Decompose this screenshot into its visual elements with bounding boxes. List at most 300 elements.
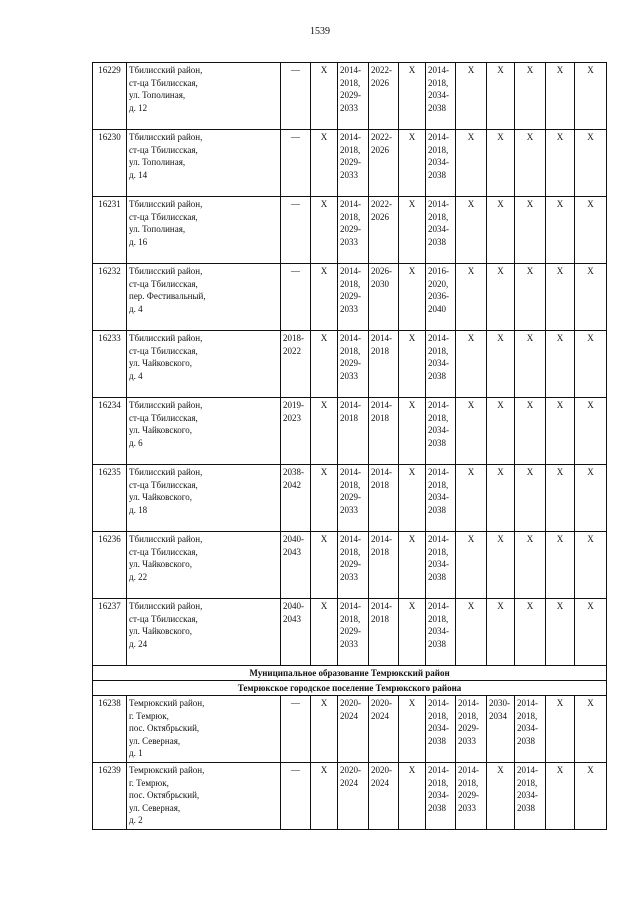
period-cell-c5: [399, 197, 426, 264]
cell-line: 2029-: [340, 224, 361, 234]
cell-line: д. 2: [129, 815, 143, 825]
period-cell-c6: [426, 130, 456, 197]
cell-line: X: [526, 601, 534, 611]
cell-line: 2014-: [517, 698, 538, 708]
address-cell: [127, 63, 281, 130]
cell-line: X: [467, 400, 475, 410]
cell-line: 2033: [340, 638, 358, 649]
cell-line: 2019-: [283, 400, 304, 410]
cell-line: 2024: [371, 710, 389, 721]
register-table: [92, 62, 607, 830]
cell-line: 2033: [340, 236, 358, 247]
period-cell-c1: [281, 264, 311, 331]
cell-line: 2020-: [371, 765, 392, 775]
cell-line: ул. Чайковского,: [129, 358, 192, 368]
cell-line: Тбилисский район,: [129, 266, 203, 276]
period-cell-c2: [311, 465, 338, 532]
cell-line: 2026-: [371, 266, 392, 276]
cell-line: 2018: [371, 613, 389, 624]
cell-line: X: [587, 765, 594, 775]
cell-line: 2014-: [428, 400, 449, 410]
cell-line: X: [497, 132, 504, 142]
period-cell-c9: [515, 465, 546, 532]
cell-line: Тбилисский район,: [129, 534, 203, 544]
cell-line: д. 22: [129, 571, 148, 582]
period-cell-c8: [487, 63, 515, 130]
cell-line: 2033: [340, 571, 358, 582]
cell-line: X: [526, 467, 534, 477]
period-cell-c3: [338, 763, 369, 830]
period-cell-c2: [311, 63, 338, 130]
period-cell-c7: [456, 197, 487, 264]
period-cell-c4: [369, 264, 399, 331]
period-cell-c9: [515, 763, 546, 830]
cell-line: 2038: [428, 169, 446, 180]
cell-line: 2034-: [517, 790, 538, 800]
cell-line: ул. Северная,: [129, 735, 181, 746]
cell-line: X: [408, 65, 416, 75]
cell-line: 2020-: [340, 765, 361, 775]
section-heading-settlement: Темрюкское городское поселение Темрюкского района: [93, 681, 607, 696]
cell-line: 2014-: [428, 199, 449, 209]
period-cell-c3: [338, 465, 369, 532]
cell-line: 2014-: [371, 467, 392, 477]
address-cell: [127, 696, 281, 763]
period-cell-c4: [369, 197, 399, 264]
period-cell-c6: [426, 599, 456, 666]
cell-line: X: [497, 266, 504, 276]
cell-line: ул. Чайковского,: [129, 492, 192, 502]
cell-line: X: [408, 534, 416, 544]
cell-line: 2026: [371, 144, 389, 155]
period-cell-c5: [399, 532, 426, 599]
cell-line: 2043: [283, 613, 301, 624]
address-cell: [127, 398, 281, 465]
period-cell-c2: [311, 532, 338, 599]
period-cell-c1: [281, 130, 311, 197]
cell-line: X: [587, 132, 594, 142]
period-cell-c9: [515, 63, 546, 130]
cell-line: д. 6: [129, 437, 143, 448]
page-number: 1539: [310, 26, 330, 37]
address-cell: [127, 532, 281, 599]
cell-line: 2030: [371, 278, 389, 289]
cell-line: 2038: [428, 638, 446, 649]
period-cell-c8: [487, 763, 515, 830]
cell-line: 2014-: [428, 65, 449, 75]
period-cell-c11: [575, 130, 607, 197]
period-cell-c11: [575, 398, 607, 465]
cell-line: 2040: [428, 303, 446, 314]
cell-line: X: [526, 266, 534, 276]
cell-line: X: [556, 534, 564, 544]
period-cell-c4: [369, 63, 399, 130]
cell-line: 2018,: [340, 211, 361, 222]
cell-line: 2014-: [340, 400, 361, 410]
cell-line: X: [556, 266, 564, 276]
cell-line: X: [467, 266, 475, 276]
cell-line: Темрюкский район,: [129, 765, 205, 775]
cell-line: X: [408, 400, 416, 410]
period-cell-c1: [281, 331, 311, 398]
period-cell-c2: [311, 197, 338, 264]
cell-line: 2034-: [428, 90, 449, 100]
record-number: 16230: [93, 130, 127, 197]
cell-line: 2018,: [458, 710, 479, 721]
record-number: 16231: [93, 197, 127, 264]
cell-line: д. 14: [129, 169, 148, 180]
address-cell: [127, 763, 281, 830]
period-cell-c11: [575, 465, 607, 532]
cell-line: 2018,: [428, 345, 449, 356]
cell-line: д. 24: [129, 638, 148, 649]
cell-line: 2018,: [428, 777, 449, 788]
period-cell-c9: [515, 331, 546, 398]
cell-line: X: [320, 534, 328, 544]
period-cell-c4: [369, 465, 399, 532]
period-cell-c5: [399, 696, 426, 763]
period-cell-c10: [546, 63, 575, 130]
table-row: [93, 197, 607, 264]
cell-line: 2034-: [428, 224, 449, 234]
period-cell-c11: [575, 264, 607, 331]
cell-line: 2018: [371, 546, 389, 557]
period-cell-c3: [338, 532, 369, 599]
cell-line: 2014-: [340, 534, 361, 544]
cell-line: 2018,: [340, 546, 361, 557]
cell-line: 2014-: [340, 132, 361, 142]
period-cell-c10: [546, 331, 575, 398]
cell-line: X: [526, 400, 534, 410]
table-row: [93, 398, 607, 465]
period-cell-c8: [487, 465, 515, 532]
period-cell-c6: [426, 763, 456, 830]
period-cell-c1: [281, 63, 311, 130]
cell-line: Темрюкский район,: [129, 698, 205, 708]
period-cell-c9: [515, 599, 546, 666]
cell-line: 2038: [428, 504, 446, 515]
cell-line: 2016-: [428, 266, 449, 276]
cell-line: 2033: [340, 370, 358, 381]
period-cell-c7: [456, 331, 487, 398]
period-cell-c9: [515, 264, 546, 331]
cell-line: X: [320, 698, 328, 708]
cell-line: 2018: [371, 345, 389, 356]
cell-line: ст-ца Тбилисская,: [129, 278, 198, 289]
period-cell-c3: [338, 264, 369, 331]
cell-line: 2034-: [428, 358, 449, 368]
cell-line: X: [526, 199, 534, 209]
period-cell-c8: [487, 532, 515, 599]
period-cell-c9: [515, 197, 546, 264]
period-cell-c11: [575, 63, 607, 130]
period-cell-c8: [487, 197, 515, 264]
cell-line: X: [556, 601, 564, 611]
cell-line: 2014-: [371, 601, 392, 611]
cell-line: 2038: [428, 735, 446, 746]
cell-line: X: [320, 266, 328, 276]
cell-line: 2026: [371, 211, 389, 222]
cell-line: 2020,: [428, 278, 449, 289]
period-cell-c1: [281, 696, 311, 763]
period-cell-c4: [369, 532, 399, 599]
cell-line: X: [587, 400, 594, 410]
period-cell-c7: [456, 130, 487, 197]
cell-line: 2034-: [517, 723, 538, 733]
cell-line: 2014-: [340, 266, 361, 276]
cell-line: X: [467, 333, 475, 343]
cell-line: 2018,: [428, 710, 449, 721]
table-row: [93, 763, 607, 830]
cell-line: X: [556, 765, 564, 775]
period-cell-c9: [515, 130, 546, 197]
cell-line: —: [291, 65, 300, 75]
period-cell-c10: [546, 696, 575, 763]
cell-line: X: [587, 333, 594, 343]
cell-line: 2040-: [283, 534, 304, 544]
period-cell-c5: [399, 398, 426, 465]
cell-line: 2018,: [428, 479, 449, 490]
cell-line: Тбилисский район,: [129, 65, 203, 75]
cell-line: 2014-: [340, 65, 361, 75]
cell-line: X: [320, 333, 328, 343]
cell-line: 2024: [340, 777, 358, 788]
cell-line: 2018,: [340, 144, 361, 155]
cell-line: 2018-: [283, 333, 304, 343]
period-cell-c7: [456, 264, 487, 331]
cell-line: X: [408, 266, 416, 276]
cell-line: 2023: [283, 412, 301, 423]
cell-line: X: [556, 698, 564, 708]
cell-line: X: [497, 601, 504, 611]
cell-line: ст-ца Тбилисская,: [129, 345, 198, 356]
cell-line: 2014-: [428, 534, 449, 544]
cell-line: 2034-: [428, 492, 449, 502]
period-cell-c10: [546, 532, 575, 599]
cell-line: д. 4: [129, 370, 143, 381]
cell-line: X: [320, 65, 328, 75]
cell-line: 2018,: [340, 278, 361, 289]
cell-line: 2033: [458, 802, 476, 813]
period-cell-c6: [426, 398, 456, 465]
cell-line: 2034: [489, 710, 507, 721]
cell-line: 2029-: [340, 492, 361, 502]
cell-line: 2018,: [340, 77, 361, 88]
cell-line: 2029-: [340, 157, 361, 167]
period-cell-c1: [281, 532, 311, 599]
cell-line: 2038: [428, 437, 446, 448]
period-cell-c6: [426, 465, 456, 532]
address-cell: [127, 331, 281, 398]
cell-line: X: [497, 333, 504, 343]
cell-line: 2033: [340, 169, 358, 180]
period-cell-c7: [456, 532, 487, 599]
period-cell-c7: [456, 63, 487, 130]
period-cell-c6: [426, 331, 456, 398]
cell-line: 2043: [283, 546, 301, 557]
cell-line: ул. Чайковского,: [129, 626, 192, 636]
cell-line: ст-ца Тбилисская,: [129, 479, 198, 490]
cell-line: 2033: [340, 303, 358, 314]
cell-line: 2029-: [340, 626, 361, 636]
cell-line: X: [556, 400, 564, 410]
cell-line: —: [291, 698, 300, 708]
cell-line: ст-ца Тбилисская,: [129, 144, 198, 155]
period-cell-c8: [487, 130, 515, 197]
period-cell-c2: [311, 599, 338, 666]
cell-line: X: [556, 199, 564, 209]
cell-line: X: [497, 400, 504, 410]
period-cell-c4: [369, 331, 399, 398]
cell-line: —: [291, 132, 300, 142]
period-cell-c4: [369, 763, 399, 830]
cell-line: X: [320, 601, 328, 611]
cell-line: г. Темрюк,: [129, 710, 169, 721]
cell-line: 2022-: [371, 132, 392, 142]
cell-line: д. 18: [129, 504, 148, 515]
cell-line: 2034-: [428, 157, 449, 167]
cell-line: 2018: [371, 479, 389, 490]
cell-line: 2014-: [340, 199, 361, 209]
cell-line: X: [556, 65, 564, 75]
period-cell-c6: [426, 197, 456, 264]
cell-line: X: [587, 698, 594, 708]
cell-line: —: [291, 199, 300, 209]
cell-line: 2030-: [489, 698, 510, 708]
cell-line: 2036-: [428, 291, 449, 301]
period-cell-c5: [399, 763, 426, 830]
period-cell-c6: [426, 264, 456, 331]
record-number: 16232: [93, 264, 127, 331]
period-cell-c10: [546, 599, 575, 666]
cell-line: 2014-: [458, 698, 479, 708]
period-cell-c10: [546, 197, 575, 264]
cell-line: 2014-: [428, 601, 449, 611]
cell-line: X: [408, 333, 416, 343]
address-cell: [127, 465, 281, 532]
cell-line: X: [556, 132, 564, 142]
period-cell-c11: [575, 763, 607, 830]
period-cell-c11: [575, 696, 607, 763]
cell-line: д. 4: [129, 303, 143, 314]
section-heading-municipality: Муниципальное образование Темрюкский район: [93, 666, 607, 681]
cell-line: 2022: [283, 345, 301, 356]
period-cell-c5: [399, 465, 426, 532]
cell-line: X: [587, 266, 594, 276]
cell-line: пер. Фестивальный,: [129, 291, 206, 301]
cell-line: X: [320, 400, 328, 410]
period-cell-c3: [338, 130, 369, 197]
cell-line: ул. Тополиная,: [129, 90, 186, 100]
cell-line: ст-ца Тбилисская,: [129, 546, 198, 557]
cell-line: 2029-: [458, 790, 479, 800]
cell-line: 2029-: [458, 723, 479, 733]
period-cell-c8: [487, 398, 515, 465]
cell-line: 2018,: [340, 479, 361, 490]
cell-line: 2033: [458, 735, 476, 746]
record-number: 16238: [93, 696, 127, 763]
record-number: 16233: [93, 331, 127, 398]
cell-line: 2018,: [340, 345, 361, 356]
cell-line: X: [467, 467, 475, 477]
record-number: 16235: [93, 465, 127, 532]
table-row: [93, 532, 607, 599]
cell-line: 2014-: [371, 400, 392, 410]
cell-line: 2018: [371, 412, 389, 423]
cell-line: 2018,: [428, 613, 449, 624]
cell-line: 2034-: [428, 790, 449, 800]
period-cell-c6: [426, 696, 456, 763]
period-cell-c2: [311, 398, 338, 465]
cell-line: X: [587, 467, 594, 477]
address-cell: [127, 130, 281, 197]
period-cell-c11: [575, 532, 607, 599]
cell-line: Тбилисский район,: [129, 467, 203, 477]
cell-line: Тбилисский район,: [129, 400, 203, 410]
cell-line: 2014-: [340, 601, 361, 611]
cell-line: 2042: [283, 479, 301, 490]
address-cell: [127, 599, 281, 666]
cell-line: 2014-: [428, 765, 449, 775]
cell-line: X: [320, 199, 328, 209]
cell-line: д. 1: [129, 748, 143, 758]
cell-line: 2033: [340, 504, 358, 515]
cell-line: ул. Тополиная,: [129, 157, 186, 167]
cell-line: 2034-: [428, 559, 449, 569]
cell-line: д. 16: [129, 236, 148, 247]
table-row: [93, 696, 607, 763]
cell-line: ст-ца Тбилисская,: [129, 412, 198, 423]
cell-line: X: [587, 534, 594, 544]
period-cell-c5: [399, 331, 426, 398]
period-cell-c7: [456, 398, 487, 465]
cell-line: X: [408, 199, 416, 209]
cell-line: 2014-: [428, 467, 449, 477]
cell-line: X: [408, 765, 416, 775]
cell-line: X: [408, 601, 416, 611]
cell-line: 2034-: [428, 626, 449, 636]
cell-line: ул. Северная,: [129, 802, 181, 813]
cell-line: ст-ца Тбилисская,: [129, 77, 198, 88]
cell-line: 2018,: [428, 546, 449, 557]
cell-line: X: [497, 534, 504, 544]
cell-line: X: [320, 765, 328, 775]
period-cell-c2: [311, 264, 338, 331]
period-cell-c1: [281, 763, 311, 830]
cell-line: 2018,: [340, 613, 361, 624]
table-row: [93, 331, 607, 398]
cell-line: 2038: [428, 370, 446, 381]
cell-line: 2040-: [283, 601, 304, 611]
period-cell-c8: [487, 696, 515, 763]
cell-line: ст-ца Тбилисская,: [129, 613, 198, 624]
cell-line: 2022-: [371, 199, 392, 209]
cell-line: X: [526, 534, 534, 544]
record-number: 16236: [93, 532, 127, 599]
period-cell-c5: [399, 599, 426, 666]
period-cell-c7: [456, 599, 487, 666]
cell-line: 2014-: [428, 698, 449, 708]
cell-line: 2014-: [371, 333, 392, 343]
cell-line: 2029-: [340, 358, 361, 368]
period-cell-c2: [311, 696, 338, 763]
cell-line: ул. Чайковского,: [129, 559, 192, 569]
period-cell-c3: [338, 63, 369, 130]
period-cell-c10: [546, 130, 575, 197]
cell-line: 2014-: [428, 333, 449, 343]
cell-line: 2014-: [340, 333, 361, 343]
cell-line: 2018,: [428, 412, 449, 423]
